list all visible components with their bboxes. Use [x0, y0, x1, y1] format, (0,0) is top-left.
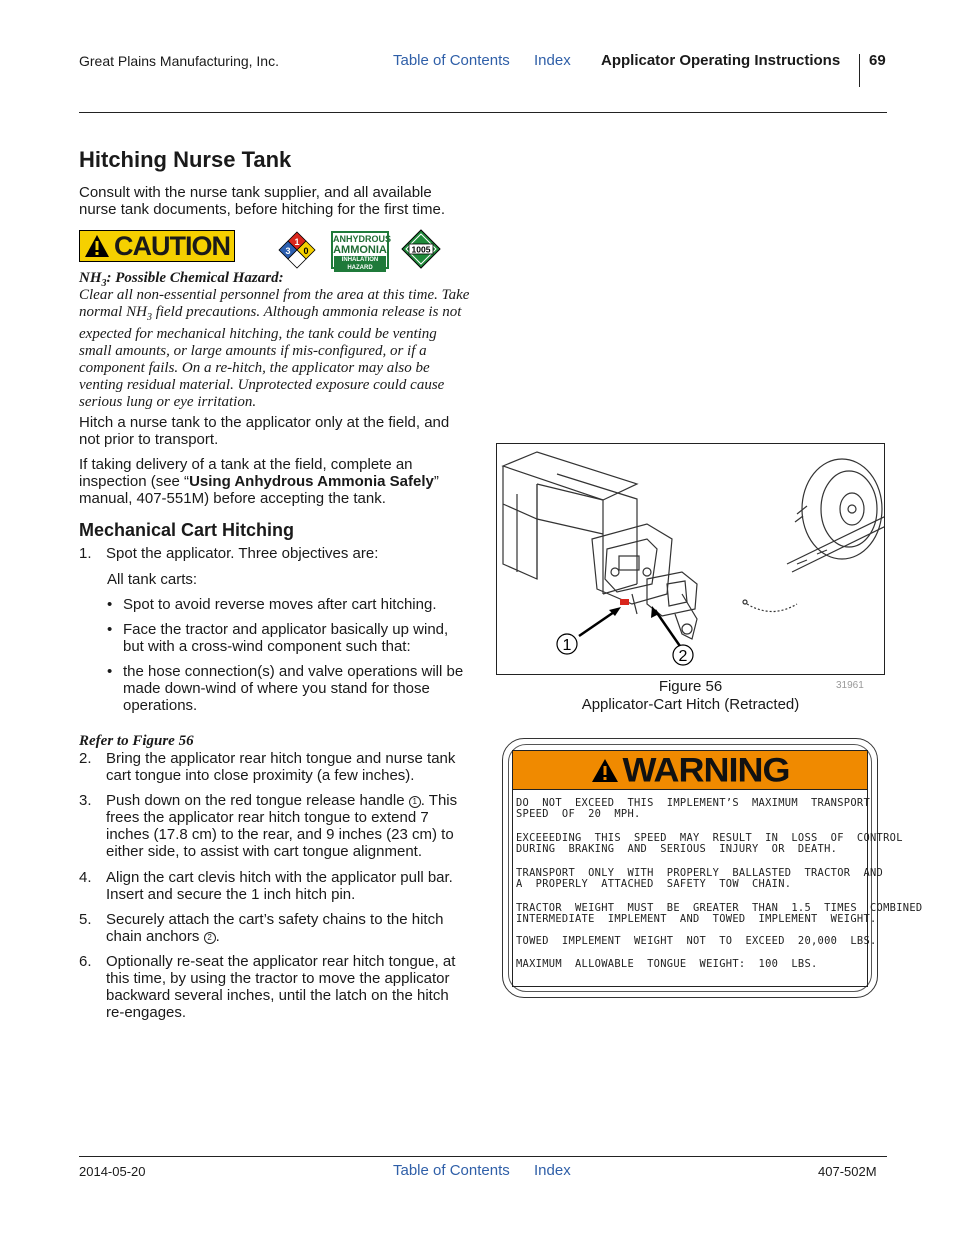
step-number: 1.: [79, 545, 92, 562]
warning-line: TRACTOR WEIGHT MUST BE GREATER THAN 1.5 TIMES COMBINED: [516, 902, 923, 914]
footer-toc-link[interactable]: Table of Contents: [393, 1162, 510, 1179]
header-company: Great Plains Manufacturing, Inc.: [79, 53, 279, 69]
figure-56-illustration: [496, 443, 885, 675]
figure-number: Figure 56: [658, 678, 723, 695]
warning-label: WARNING: [622, 750, 790, 789]
hitch-drawing: [497, 444, 885, 675]
nfpa-health: 3: [285, 246, 291, 256]
footer-doc-number: 407-502M: [818, 1164, 877, 1179]
warning-line: TRANSPORT ONLY WITH PROPERLY BALLASTED TRACTOR AND: [516, 867, 884, 879]
caution-label: CAUTION: [114, 230, 230, 261]
bullet-2: • Face the tractor and applicator basically up wind, but with a cross-wind component such that:: [107, 621, 449, 655]
warning-triangle-icon: [84, 234, 110, 258]
header-section-title: Applicator Operating Instructions: [601, 52, 841, 69]
warning-line: SPEED OF 20 MPH.: [516, 808, 641, 820]
caution-signal-word: [79, 230, 235, 262]
warning-banner: [512, 750, 868, 790]
hazard-title: $NH_3$: Possible Chemical Hazard:: [79, 270, 284, 289]
footer-rule: [79, 1156, 887, 1157]
warning-line: EXCEEEDING THIS SPEED MAY RESULT IN LOSS OF CONTROL: [516, 832, 903, 844]
all-carts-label: All tank carts:: [107, 571, 198, 588]
callout-2-icon: 2: [204, 932, 216, 944]
header-toc-link[interactable]: Table of Contents: [393, 52, 510, 69]
hitch-paragraph: Hitch a nurse tank to the applicator only at the field, and not prior to transport.: [79, 414, 450, 448]
ammonia-label-line2: AMMONIA: [333, 244, 387, 256]
step-6: 6. Optionally re-seat the applicator rear hitch tongue, at this time, by using the tractor to move the applicator backward several inches, until the latch on the hitch re-engages.: [79, 953, 456, 1021]
callout-1-icon: 1: [409, 796, 421, 808]
figure-id: 31961: [836, 680, 864, 691]
un-number: 1005: [411, 244, 431, 255]
page-number: 69: [869, 52, 886, 69]
manual-reference: Using Anhydrous Ammonia Safely: [189, 473, 434, 490]
nfpa-instability: 0: [303, 246, 309, 256]
warning-line: A PROPERLY ATTACHED SAFETY TOW CHAIN.: [516, 878, 792, 890]
step-text: Spot the applicator. Three objectives are:: [106, 545, 379, 562]
ammonia-label-line1: ANHYDROUS: [333, 234, 392, 244]
step-5: 5. Securely attach the cart’s safety chains to the hitch chain anchors 2 .: [79, 911, 444, 945]
figure-reference: Refer to Figure 56: [79, 733, 194, 749]
bullet-1: • Spot to avoid reverse moves after cart hitching.: [107, 596, 437, 613]
warning-line: DURING BRAKING AND SERIOUS INJURY OR DEATH.: [516, 843, 838, 855]
warning-triangle-icon: [591, 758, 619, 783]
figure-caption: Applicator-Cart Hitch (Retracted): [581, 696, 800, 713]
footer-date: 2014-05-20: [79, 1164, 146, 1179]
section-subheading: Mechanical Cart Hitching: [79, 520, 295, 540]
ammonia-label-line3: INHALATION HAZARD: [334, 256, 386, 272]
callout-2-label: 2: [678, 648, 688, 665]
header-rule: [79, 112, 887, 113]
intro-paragraph: Consult with the nurse tank supplier, and all available nurse tank documents, before hitching for the first time.: [79, 184, 446, 218]
hazard-body: Clear all non-essential personnel from the area at this time. Take normal $NH_3$ field precautions. Although ammonia release is not expected for mechanical hitching, the tank could be venting small amounts, or large amounts if mis-configured, or if a component fails. On a re-hitch, the applicator may also be venting residual material. Unprotected exposure could cause serious lung or eye irritation.: [79, 287, 470, 410]
step-2: 2. Bring the applicator rear hitch tongue and nurse tank cart tongue into close proximity (a few inches).: [79, 750, 456, 784]
footer-index-link[interactable]: Index: [534, 1162, 571, 1179]
delivery-paragraph: If taking delivery of a tank at the field, complete an inspection (see “Using Anhydrous Ammonia Safely” manual, 407-551M) before accepting the tank.: [79, 456, 439, 507]
bullet-3: • the hose connection(s) and valve operations will be made down-wind of where you stand for those operations.: [107, 663, 464, 714]
un-placard-icon: [401, 229, 441, 269]
warning-line: TOWED IMPLEMENT WEIGHT NOT TO EXCEED 20,000 LBS.: [516, 935, 877, 947]
warning-line: MAXIMUM ALLOWABLE TONGUE WEIGHT: 100 LBS.: [516, 958, 818, 970]
warning-line: DO NOT EXCEED THIS IMPLEMENT’S MAXIMUM TRANSPORT: [516, 797, 871, 809]
step-4: 4. Align the cart clevis hitch with the applicator pull bar. Insert and secure the 1 inch hitch pin.: [79, 869, 453, 903]
step-3: 3. Push down on the red tongue release handle 1 . This frees the applicator rear hitch tongue to extend 7 inches (17.8 cm) to the rear, and 9 inches (23 cm) to either side, to assist with cart tongue alignment.: [79, 792, 458, 860]
callout-1-label: 1: [562, 637, 572, 654]
anhydrous-ammonia-label: [331, 231, 392, 271]
red-release-handle: [620, 599, 629, 605]
header-divider: [859, 54, 860, 87]
warning-body: [512, 790, 923, 987]
nfpa-flammability: 1: [294, 237, 300, 247]
nfpa-diamond-icon: [278, 231, 316, 269]
header-index-link[interactable]: Index: [534, 52, 571, 69]
page-title: Hitching Nurse Tank: [79, 147, 292, 172]
warning-line: INTERMEDIATE IMPLEMENT AND TOWED IMPLEMENT WEIGHT.: [516, 913, 877, 925]
